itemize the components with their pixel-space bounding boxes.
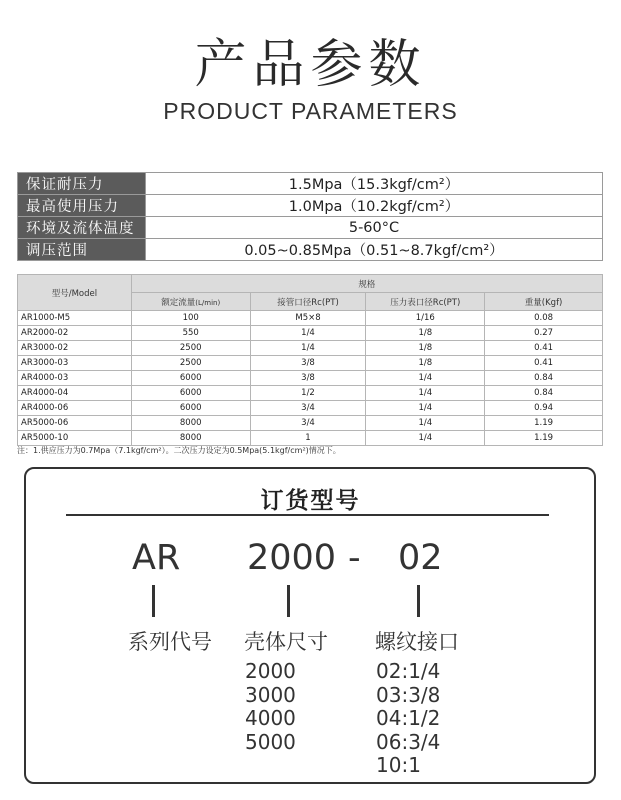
model-cell: AR4000-03 [18,371,132,386]
size-connector [287,585,290,617]
flow-cell: 6000 [131,371,250,386]
table-row [18,326,603,341]
flow-header: 额定流量(L/min) [131,293,250,311]
table-row [18,431,603,446]
size-option: 5000 [245,729,296,754]
port-cell: 3/4 [250,401,366,416]
weight-cell: 0.84 [485,371,603,386]
gauge-cell: 1/4 [366,401,485,416]
port-option: 03:3/8 [376,682,441,707]
series-connector [152,585,155,617]
table-row [18,386,603,401]
gauge-cell: 1/4 [366,431,485,446]
flow-cell: 8000 [131,431,250,446]
spec-value: 5-60°C [146,217,603,239]
port-connector [417,585,420,617]
spec-key: 调压范围 [18,239,146,261]
footnote: 注：1.供应压力为0.7Mpa（7.1kgf/cm²）。二次压力设定为0.5Mpa(5.1kgf/cm²)情况下。 [17,446,341,455]
gauge-cell: 1/4 [366,416,485,431]
label-series: 系列代号 [128,630,212,654]
code-port: 02 [398,538,443,578]
model-cell: AR5000-06 [18,416,132,431]
table-row [18,401,603,416]
weight-cell: 0.94 [485,401,603,416]
weight-cell: 1.19 [485,431,603,446]
page-subtitle: PRODUCT PARAMETERS [163,98,458,124]
port-options [376,660,440,778]
port-option: 10:1 [376,753,421,777]
weight-cell: 0.08 [485,311,603,326]
model-cell: AR4000-04 [18,386,132,401]
spec-key: 环境及流体温度 [18,217,146,239]
table-row [18,416,603,431]
flow-cell: 2500 [131,356,250,371]
port-cell: 1/2 [250,386,366,401]
gauge-cell: 1/8 [366,356,485,371]
port-cell: 1/4 [250,326,366,341]
weight-cell: 0.27 [485,326,603,341]
port-option: 04:1/2 [376,706,441,730]
weight-cell: 0.84 [485,386,603,401]
code-series: AR [132,538,181,578]
spec-value: 1.0Mpa（10.2kgf/cm²） [146,195,603,217]
code-dash: - [348,538,361,578]
weight-cell: 0.41 [485,341,603,356]
flow-cell: 6000 [131,401,250,416]
size-option: 3000 [245,682,296,707]
page-title: 产品参数 [194,35,427,95]
code-size: 2000 [247,538,337,578]
label-port: 螺纹接口 [375,630,459,654]
gauge-cell: 1/4 [366,386,485,401]
port-cell: 1 [250,431,366,446]
flow-cell: 8000 [131,416,250,431]
flow-cell: 6000 [131,386,250,401]
size-options [245,660,296,754]
port-cell: 1/4 [250,341,366,356]
model-table [17,274,603,446]
gauge-cell: 1/4 [366,371,485,386]
gauge-cell: 1/8 [366,341,485,356]
size-option: 2000 [245,659,296,683]
model-cell: AR1000-M5 [18,311,132,326]
gauge-cell: 1/16 [366,311,485,326]
size-option: 4000 [245,706,296,730]
weight-header: 重量(Kgf) [485,293,603,311]
spec-row [18,239,603,261]
model-cell: AR2000-02 [18,326,132,341]
spec-key: 保证耐压力 [18,173,146,195]
model-cell: AR4000-06 [18,401,132,416]
port-cell: 3/8 [250,371,366,386]
model-table-body [18,311,603,446]
model-cell: AR3000-02 [18,341,132,356]
spec-key: 最高使用压力 [18,195,146,217]
spec-row [18,217,603,239]
table-row [18,356,603,371]
order-divider [66,514,549,516]
table-row [18,371,603,386]
order-title: 订货型号 [260,488,361,514]
model-header: 型号/Model [18,275,132,311]
port-header: 接管口径Rc(PT) [250,293,366,311]
spec-value: 1.5Mpa（15.3kgf/cm²） [146,173,603,195]
flow-cell: 100 [131,311,250,326]
weight-cell: 0.41 [485,356,603,371]
model-cell: AR3000-03 [18,356,132,371]
port-cell: 3/4 [250,416,366,431]
port-cell: 3/8 [250,356,366,371]
port-option: 06:3/4 [376,729,441,754]
weight-cell: 1.19 [485,416,603,431]
model-cell: AR5000-10 [18,431,132,446]
spec-table [17,172,603,261]
table-row [18,341,603,356]
spec-header: 规格 [131,275,602,293]
gauge-cell: 1/8 [366,326,485,341]
table-row [18,311,603,326]
flow-cell: 2500 [131,341,250,356]
gauge-header: 压力表口径Rc(PT) [366,293,485,311]
spec-row [18,195,603,217]
port-option: 02:1/4 [376,659,441,683]
flow-cell: 550 [131,326,250,341]
spec-row [18,173,603,195]
spec-value: 0.05~0.85Mpa（0.51~8.7kgf/cm²） [146,239,603,261]
port-cell: M5×8 [250,311,366,326]
label-size: 壳体尺寸 [244,630,328,654]
